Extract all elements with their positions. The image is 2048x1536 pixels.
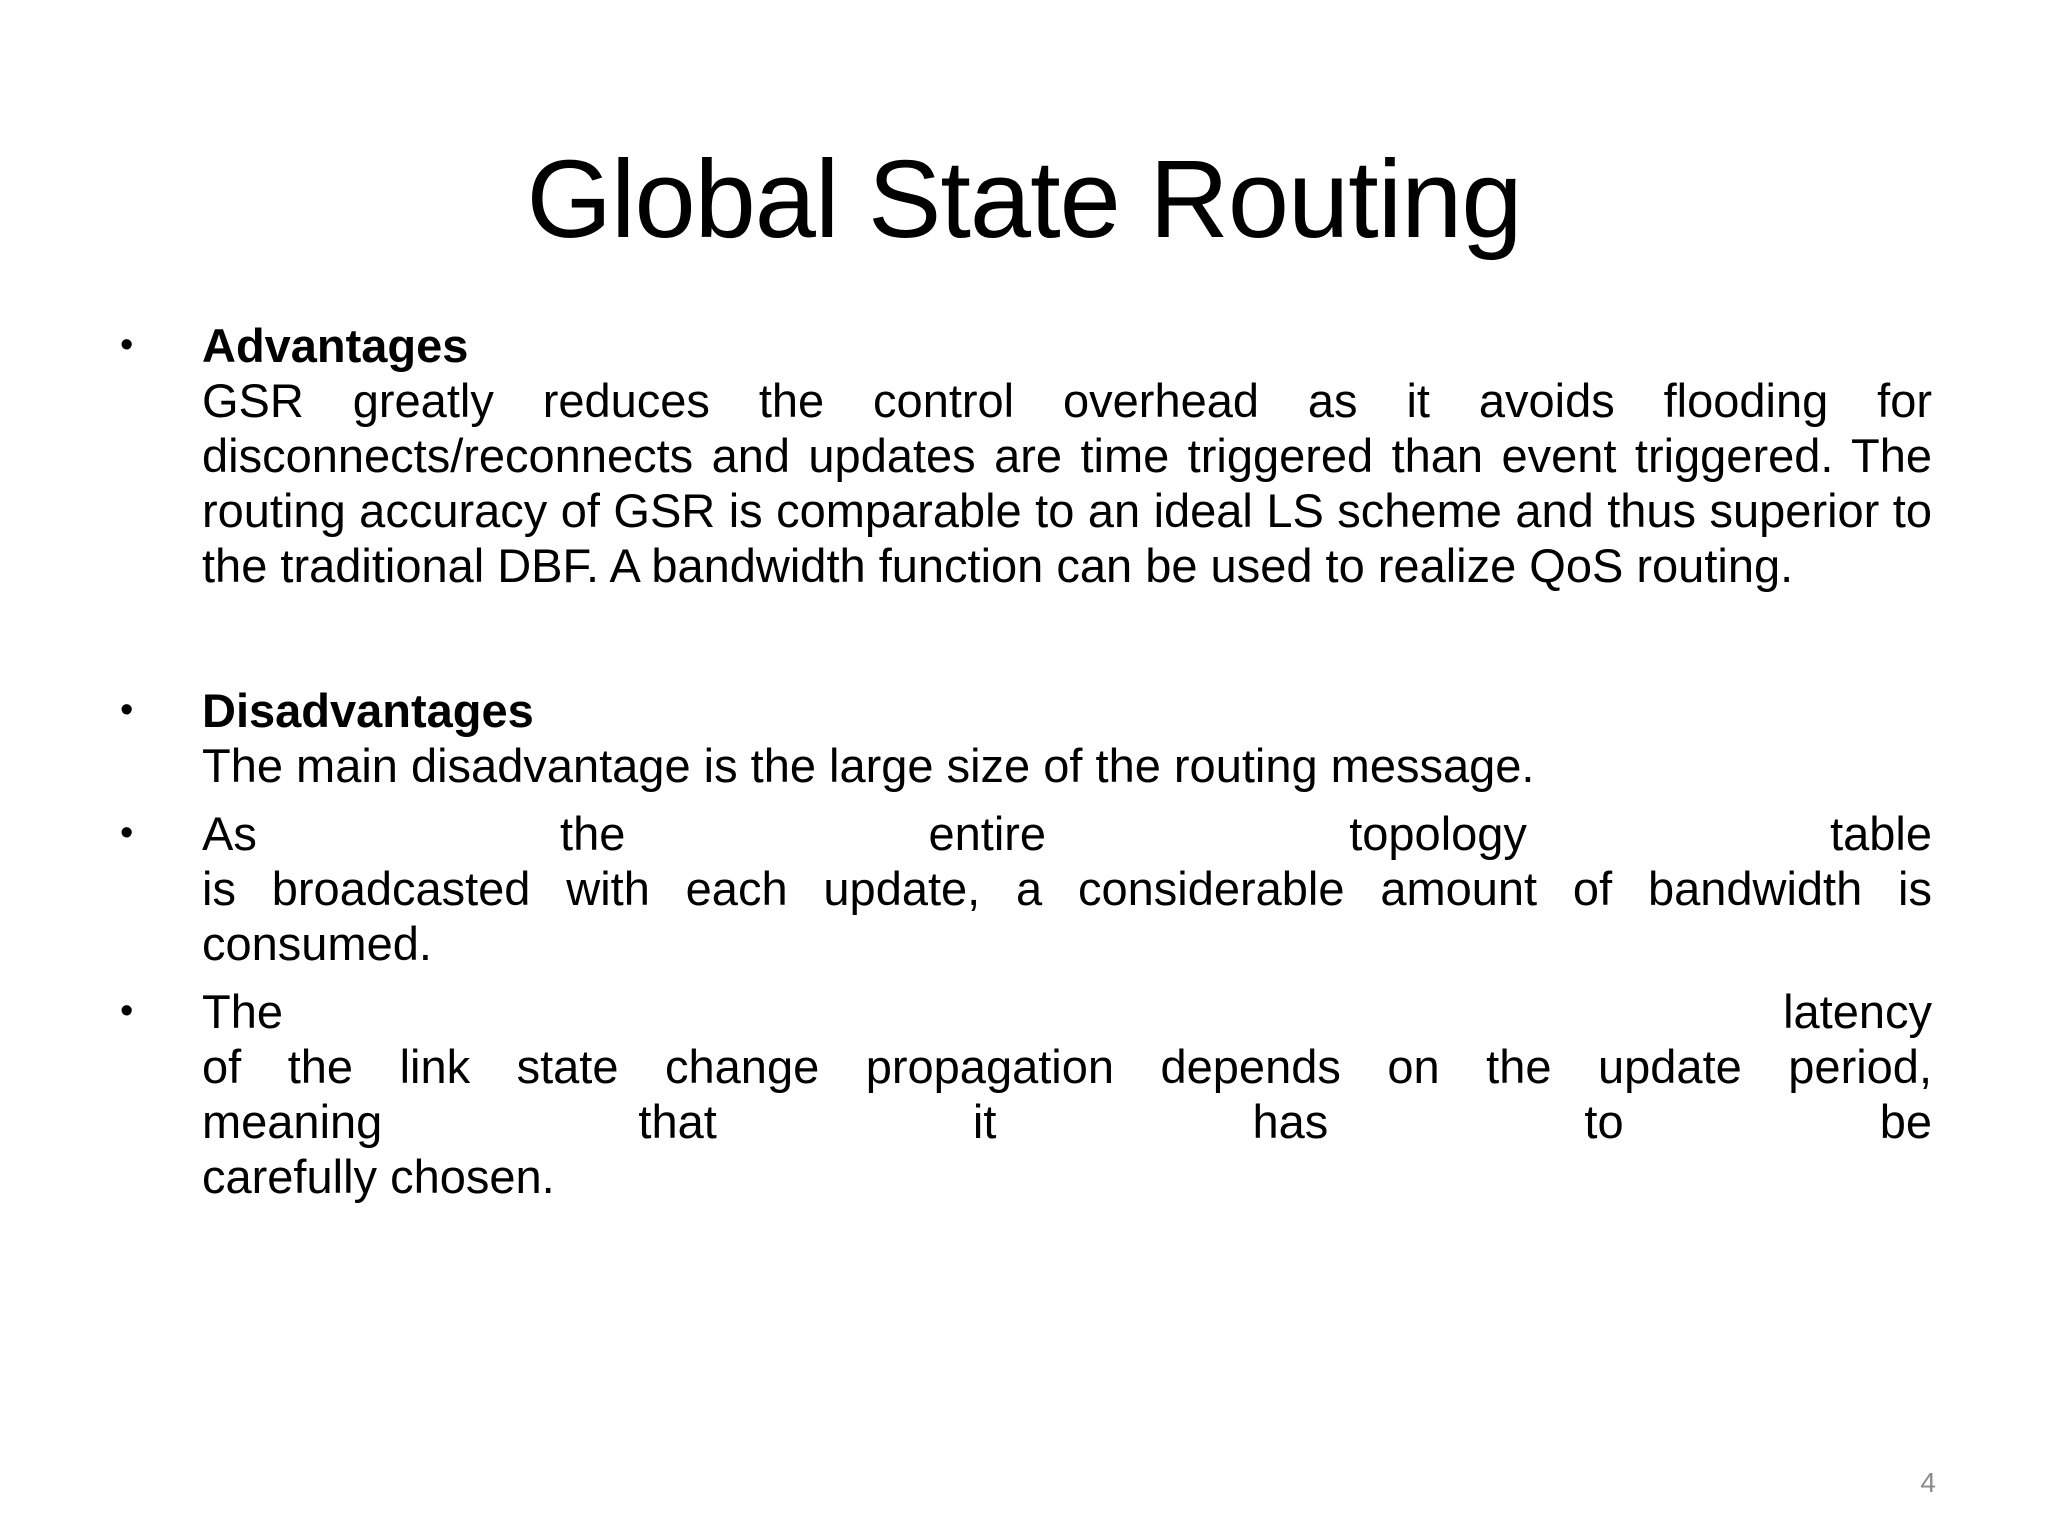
bullet-disadvantages <box>120 683 1932 793</box>
bullet-text: GSR greatly reduces the control overhead as it avoids flooding for disconnects/reconnects and updates are time triggered than event triggered. The routing accuracy of GSR is comparable to an ideal LS scheme and thus superior to the traditional DBF. A bandwidth function can be used to realize QoS routing. <box>202 374 1932 592</box>
slide-title: Global State Routing <box>526 138 1522 261</box>
bullet-lead-line: meaning that it has to be <box>202 1095 1932 1148</box>
bullet-advantages <box>120 318 1932 593</box>
page-number: 4 <box>1920 1467 1936 1498</box>
bullet-dot-icon: • <box>120 689 134 731</box>
bullet-text: is broadcasted with each update, a considerable amount of bandwidth is consumed. <box>202 862 1932 970</box>
bullet-latency <box>120 984 1932 1204</box>
bullet-text: of the link state change propagation depends on the update period, <box>202 1040 1932 1093</box>
bullet-lead-line: The latency <box>202 985 1932 1038</box>
bullet-text: The main disadvantage is the large size of the routing message. <box>202 739 1535 792</box>
slide-body <box>120 318 1932 1204</box>
bullet-tail-line: carefully chosen. <box>202 1150 555 1203</box>
bullet-dot-icon: • <box>120 812 134 854</box>
bullet-lead-line: As the entire topology table <box>202 807 1932 860</box>
bullet-heading: Advantages <box>202 319 469 372</box>
bullet-bandwidth <box>120 806 1932 971</box>
bullet-dot-icon: • <box>120 324 134 366</box>
bullet-dot-icon: • <box>120 990 134 1032</box>
bullet-heading: Disadvantages <box>202 684 534 737</box>
